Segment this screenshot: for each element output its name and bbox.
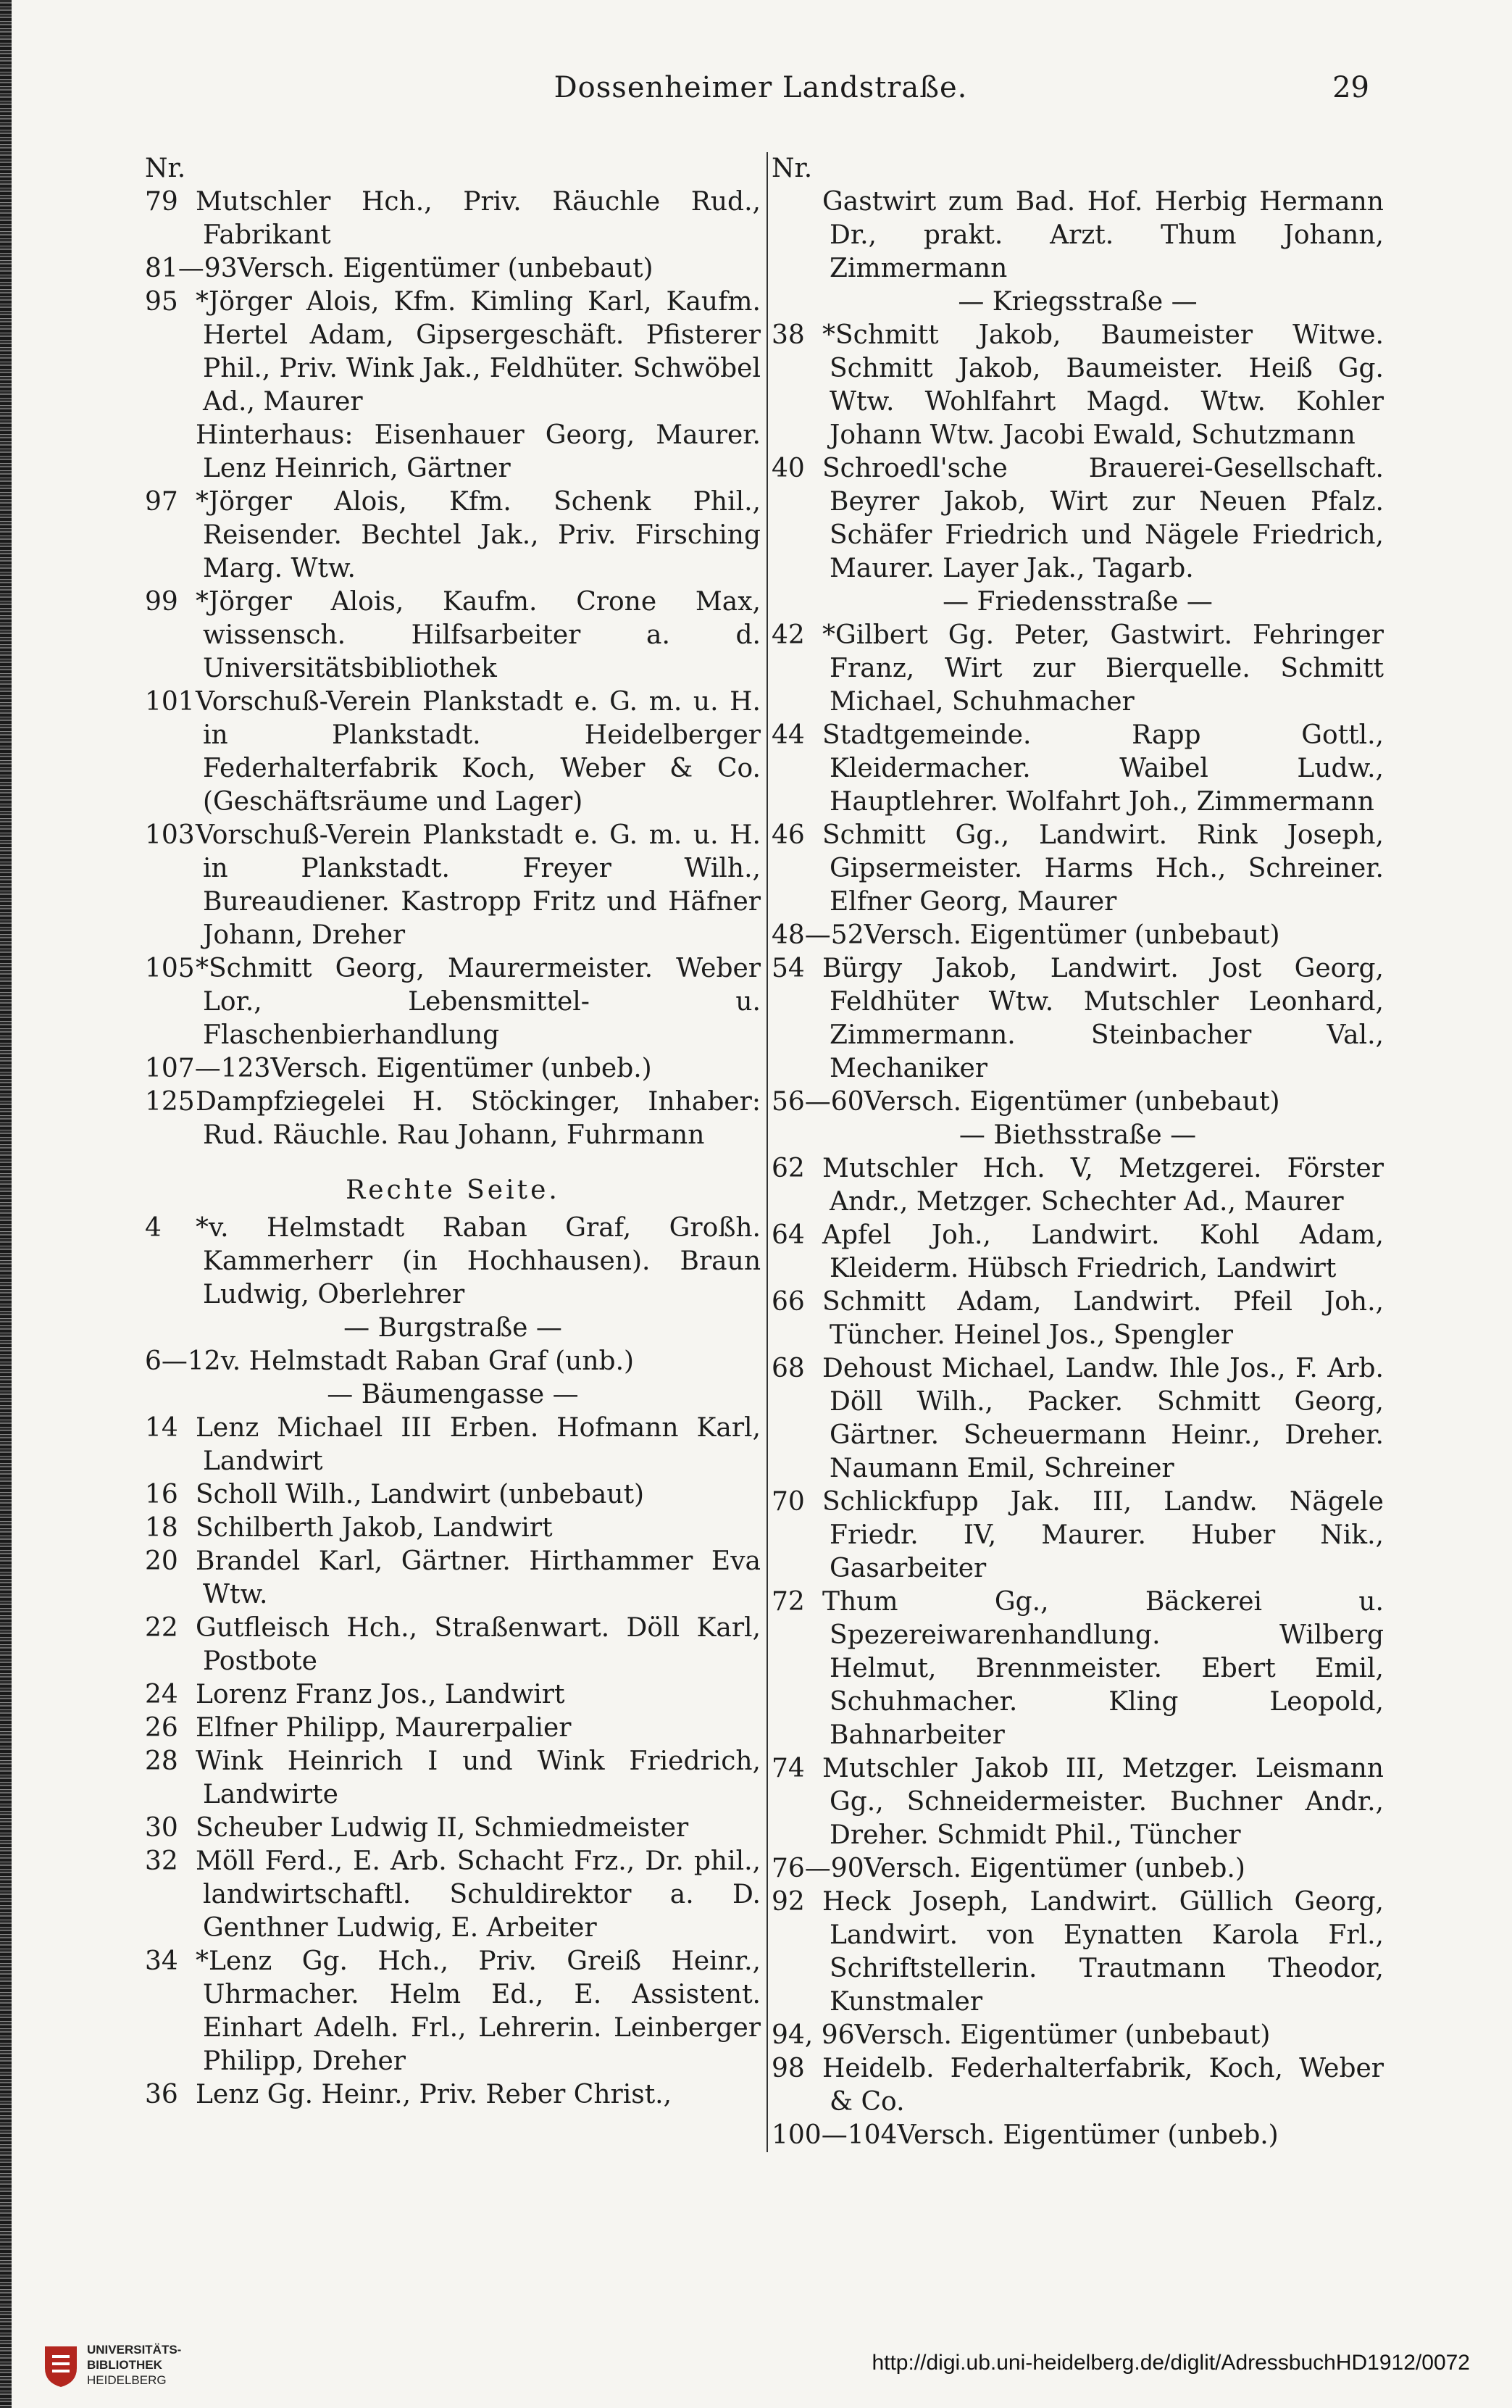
entry-text: Möll Ferd., E. Arb. Schacht Frz., Dr. phil., landwirtschaftl. Schuldirektor a. D. Genthner Ludwig, E. Arbeiter [196, 1846, 761, 1943]
house-number: 54 [772, 954, 805, 983]
directory-entry [145, 819, 761, 952]
entry-text: Elfner Philipp, Maurerpalier [196, 1713, 572, 1743]
right-column [772, 152, 1384, 2152]
directory-entry [145, 252, 761, 286]
house-number: 81—93 [145, 254, 238, 283]
entry-text: Scheuber Ludwig II, Schmiedmeister [196, 1813, 689, 1843]
entry-text: Stadtgemeinde. Rapp Gottl., Kleidermacher. Waibel Ludw., Hauptlehrer. Wolfahrt Joh., Zimmermann [822, 720, 1384, 817]
directory-entry [145, 1845, 761, 1945]
entry-text: Schmitt Gg., Landwirt. Rink Joseph, Gipsermeister. Harms Hch., Schreiner. Elfner Georg, Maurer [822, 820, 1384, 917]
entry-text: Mutschler Hch., Priv. Räuchle Rud., Fabrikant [196, 187, 761, 250]
entry-text: *Gilbert Gg. Peter, Gastwirt. Fehringer Franz, Wirt zur Bierquelle. Schmitt Michael, Schuhmacher [822, 620, 1384, 717]
entry-text: Mutschler Hch. V, Metzgerei. Förster Andr., Metzger. Schechter Ad., Maurer [822, 1154, 1384, 1217]
directory-entry [772, 1852, 1384, 1886]
entry-text: Brandel Karl, Gärtner. Hirthammer Eva Wtw. [196, 1546, 761, 1609]
directory-entry [772, 452, 1384, 586]
directory-entry [772, 1586, 1384, 1752]
entry-text: Lenz Michael III Erben. Hofmann Karl, Landwirt [196, 1413, 761, 1476]
directory-entry [145, 1512, 761, 1545]
entry-text: *Schmitt Georg, Maurermeister. Weber Lor., Lebensmittel- u. Flaschenbierhandlung [196, 954, 761, 1050]
directory-entry [772, 1086, 1384, 1119]
directory-entry [772, 1752, 1384, 1852]
page-title: Dossenheimer Landstraße. [554, 71, 968, 104]
house-number: 26 [145, 1713, 178, 1743]
entry-text: Heck Joseph, Landwirt. Güllich Georg, Landwirt. von Eynatten Karola Frl., Schriftstellerin. Trautmann Theodor, Kunstmaler [822, 1887, 1384, 2017]
house-number: 6—12 [145, 1346, 221, 1376]
logo-line: HEIDELBERG [87, 2373, 167, 2387]
section-title: Rechte Seite. [346, 1175, 560, 1205]
entry-text: Versch. Eigentümer (unbeb.) [897, 2120, 1279, 2150]
logo-line: UNIVERSITÄTS- [87, 2343, 182, 2357]
directory-entry [145, 1345, 761, 1378]
house-number: 30 [145, 1813, 178, 1843]
entry-text: Schlickfupp Jak. III, Landw. Nägele Friedr. IV, Maurer. Huber Nik., Gasarbeiter [822, 1487, 1384, 1583]
house-number: 4 [145, 1213, 162, 1243]
directory-entry [145, 952, 761, 1052]
house-number: 42 [772, 620, 805, 650]
directory-entry [772, 2119, 1384, 2152]
directory-entry [772, 819, 1384, 919]
directory-entry [145, 1212, 761, 1312]
directory-entry [145, 2078, 761, 2112]
entry-text: *v. Helmstadt Raban Graf, Großh. Kammerherr (in Hochhausen). Braun Ludwig, Oberlehrer [196, 1213, 761, 1309]
library-name [87, 2342, 181, 2388]
directory-entry [772, 2019, 1384, 2052]
directory-entry [772, 919, 1384, 952]
street-heading: — Kriegsstraße — [958, 287, 1198, 317]
house-number: 34 [145, 1946, 178, 1976]
column-divider [767, 152, 768, 2152]
house-number: 98 [772, 2054, 805, 2083]
directory-entry [772, 2052, 1384, 2119]
house-number: 92 [772, 1887, 805, 1917]
house-number: 38 [772, 320, 805, 350]
street-heading: — Biethsstraße — [958, 1120, 1197, 1150]
nr-label: Nr. [772, 154, 813, 183]
house-number: 68 [772, 1354, 805, 1383]
entry-text: Hinterhaus: Eisenhauer Georg, Maurer. Lenz Heinrich, Gärtner [196, 420, 761, 483]
right-entries [772, 186, 1384, 2152]
directory-entry [772, 1219, 1384, 1286]
page-header [152, 71, 1369, 114]
directory-entry [145, 1812, 761, 1845]
directory-entry [145, 419, 761, 486]
page-number: 29 [1332, 71, 1369, 104]
house-number: 72 [772, 1587, 805, 1617]
entry-text: Lorenz Franz Jos., Landwirt [196, 1680, 565, 1709]
entry-text: Versch. Eigentümer (unbebaut) [864, 920, 1280, 950]
scan-edge [0, 0, 12, 2408]
entry-text: *Schmitt Jakob, Baumeister Witwe. Schmitt Jakob, Baumeister. Heiß Gg. Wtw. Wohlfahrt Magd. Wtw. Kohler Johann Wtw. Jacobi Ewald, Schutzmann [822, 320, 1384, 450]
house-number: 70 [772, 1487, 805, 1517]
directory-entry [145, 1545, 761, 1612]
entry-text: Versch. Eigentümer (unbebaut) [237, 254, 653, 283]
house-number: 32 [145, 1846, 178, 1876]
entry-text: Vorschuß-Verein Plankstadt e. G. m. u. H. in Plankstadt. Heidelberger Federhalterfabrik Koch, Weber & Co. (Geschäftsräume und Lager) [196, 687, 761, 817]
entry-text: Schroedl'sche Brauerei-Gesellschaft. Beyrer Jakob, Wirt zur Neuen Pfalz. Schäfer Friedrich und Nägele Friedrich, Maurer. Layer Jak., Tagarb. [822, 454, 1384, 583]
directory-entry [772, 619, 1384, 719]
house-number: 46 [772, 820, 805, 850]
directory-entry [145, 1612, 761, 1678]
directory-entry [145, 1478, 761, 1512]
house-number: 20 [145, 1546, 178, 1576]
entry-text: *Jörger Alois, Kaufm. Crone Max, wissensch. Hilfsarbeiter a. d. Universitätsbibliothek [196, 587, 761, 683]
house-number: 95 [145, 287, 178, 317]
house-number: 100—104 [772, 2120, 898, 2150]
house-number: 79 [145, 187, 178, 217]
house-number: 103 [145, 820, 195, 850]
house-number: 125 [145, 1087, 195, 1117]
directory-entry [772, 719, 1384, 819]
house-number: 22 [145, 1613, 178, 1643]
house-number: 62 [772, 1154, 805, 1183]
house-number: 44 [772, 720, 805, 750]
house-number: 66 [772, 1287, 805, 1317]
directory-entry [145, 686, 761, 819]
source-url[interactable]: http://digi.ub.uni-heidelberg.de/diglit/AdressbuchHD1912/0072 [872, 2351, 1470, 2375]
house-number: 24 [145, 1680, 178, 1709]
entry-text: Versch. Eigentümer (unbeb.) [864, 1854, 1245, 1883]
entry-text: Vorschuß-Verein Plankstadt e. G. m. u. H. in Plankstadt. Freyer Wilh., Bureaudiener. Kastropp Fritz und Häfner Johann, Dreher [196, 820, 761, 950]
directory-entry [145, 186, 761, 252]
house-number: 74 [772, 1754, 805, 1783]
directory-entry [772, 186, 1384, 286]
entry-text: Gastwirt zum Bad. Hof. Herbig Hermann Dr., prakt. Arzt. Thum Johann, Zimmermann [822, 187, 1384, 283]
street-heading: — Burgstraße — [343, 1313, 562, 1343]
directory-entry [772, 1286, 1384, 1352]
entry-text: Schmitt Adam, Landwirt. Pfeil Joh., Tüncher. Heinel Jos., Spengler [822, 1287, 1384, 1350]
entry-text: Gutfleisch Hch., Straßenwart. Döll Karl, Postbote [196, 1613, 761, 1676]
directory-entry [145, 486, 761, 586]
entry-text: Mutschler Jakob III, Metzger. Leismann Gg., Schneidermeister. Buchner Andr., Dreher. Schmidt Phil., Tüncher [822, 1754, 1384, 1850]
entry-text: *Jörger Alois, Kfm. Kimling Karl, Kaufm. Hertel Adam, Gipsergeschäft. Pfisterer Phil., Priv. Wink Jak., Feldhüter. Schwöbel Ad., Maurer [196, 287, 761, 417]
entry-text: Wink Heinrich I und Wink Friedrich, Landwirte [196, 1746, 761, 1809]
directory-entry [145, 1745, 761, 1812]
directory-entry [145, 1086, 761, 1152]
directory-entry [772, 1486, 1384, 1586]
left-entries-b [145, 1212, 761, 2112]
entry-text: Apfel Joh., Landwirt. Kohl Adam, Kleiderm. Hübsch Friedrich, Landwirt [822, 1220, 1384, 1283]
entry-text: Dampfziegelei H. Stöckinger, Inhaber: Rud. Räuchle. Rau Johann, Fuhrmann [196, 1087, 761, 1150]
house-number: 18 [145, 1513, 178, 1543]
house-number: 76—90 [772, 1854, 864, 1883]
directory-entry [772, 319, 1384, 452]
left-entries-a [145, 186, 761, 1152]
logo-line: BIBLIOTHEK [87, 2358, 162, 2372]
entry-text: Scholl Wilh., Landwirt (unbebaut) [196, 1480, 645, 1509]
house-number: 97 [145, 487, 178, 517]
left-column [145, 152, 761, 2112]
house-number: 107—123 [145, 1054, 271, 1083]
directory-entry [772, 1352, 1384, 1486]
house-number: 36 [145, 2080, 178, 2109]
directory-entry [145, 1678, 761, 1712]
directory-entry [772, 1152, 1384, 1219]
directory-entry [772, 1886, 1384, 2019]
library-seal-icon [42, 2344, 80, 2388]
entry-text: v. Helmstadt Raban Graf (unb.) [220, 1346, 635, 1376]
house-number: 101 [145, 687, 195, 717]
directory-entry [145, 586, 761, 686]
house-number: 105 [145, 954, 195, 983]
directory-entry [145, 1412, 761, 1478]
entry-text: Bürgy Jakob, Landwirt. Jost Georg, Feldhüter Wtw. Mutschler Leonhard, Zimmermann. Steinbacher Val., Mechaniker [822, 954, 1384, 1083]
street-heading: — Bäumengasse — [327, 1380, 579, 1409]
entry-text: Lenz Gg. Heinr., Priv. Reber Christ., [196, 2080, 672, 2109]
entry-text: Schilberth Jakob, Landwirt [196, 1513, 553, 1543]
house-number: 99 [145, 587, 178, 617]
entry-text: Versch. Eigentümer (unbebaut) [854, 2020, 1271, 2050]
entry-text: Versch. Eigentümer (unbeb.) [270, 1054, 652, 1083]
house-number: 16 [145, 1480, 178, 1509]
street-heading: — Friedensstraße — [943, 587, 1213, 617]
directory-entry [145, 1052, 761, 1086]
entry-text: Thum Gg., Bäckerei u. Spezereiwarenhandlung. Wilberg Helmut, Brennmeister. Ebert Emil, Schuhmacher. Kling Leopold, Bahnarbeiter [822, 1587, 1384, 1750]
house-number: 40 [772, 454, 805, 483]
entry-text: Dehoust Michael, Landw. Ihle Jos., F. Arb. Döll Wilh., Packer. Schmitt Georg, Gärtner. Scheuermann Heinr., Dreher. Naumann Emil, Schreiner [822, 1354, 1384, 1483]
house-number: 64 [772, 1220, 805, 1250]
directory-entry [145, 1945, 761, 2078]
entry-text: Versch. Eigentümer (unbebaut) [864, 1087, 1280, 1117]
nr-label: Nr. [145, 154, 186, 183]
directory-entry [772, 952, 1384, 1086]
house-number: 94, 96 [772, 2020, 855, 2050]
library-logo [42, 2342, 259, 2393]
house-number: 56—60 [772, 1087, 864, 1117]
entry-text: *Jörger Alois, Kfm. Schenk Phil., Reisender. Bechtel Jak., Priv. Firsching Marg. Wtw. [196, 487, 761, 583]
house-number: 14 [145, 1413, 178, 1443]
house-number: 48—52 [772, 920, 864, 950]
directory-entry [145, 286, 761, 419]
directory-entry [145, 1712, 761, 1745]
entry-text: Heidelb. Federhalterfabrik, Koch, Weber & Co. [822, 2054, 1384, 2117]
entry-text: *Lenz Gg. Hch., Priv. Greiß Heinr., Uhrmacher. Helm Ed., E. Assistent. Einhart Adelh. Frl., Lehrerin. Leinberger Philipp, Dreher [196, 1946, 761, 2076]
house-number: 28 [145, 1746, 178, 1776]
